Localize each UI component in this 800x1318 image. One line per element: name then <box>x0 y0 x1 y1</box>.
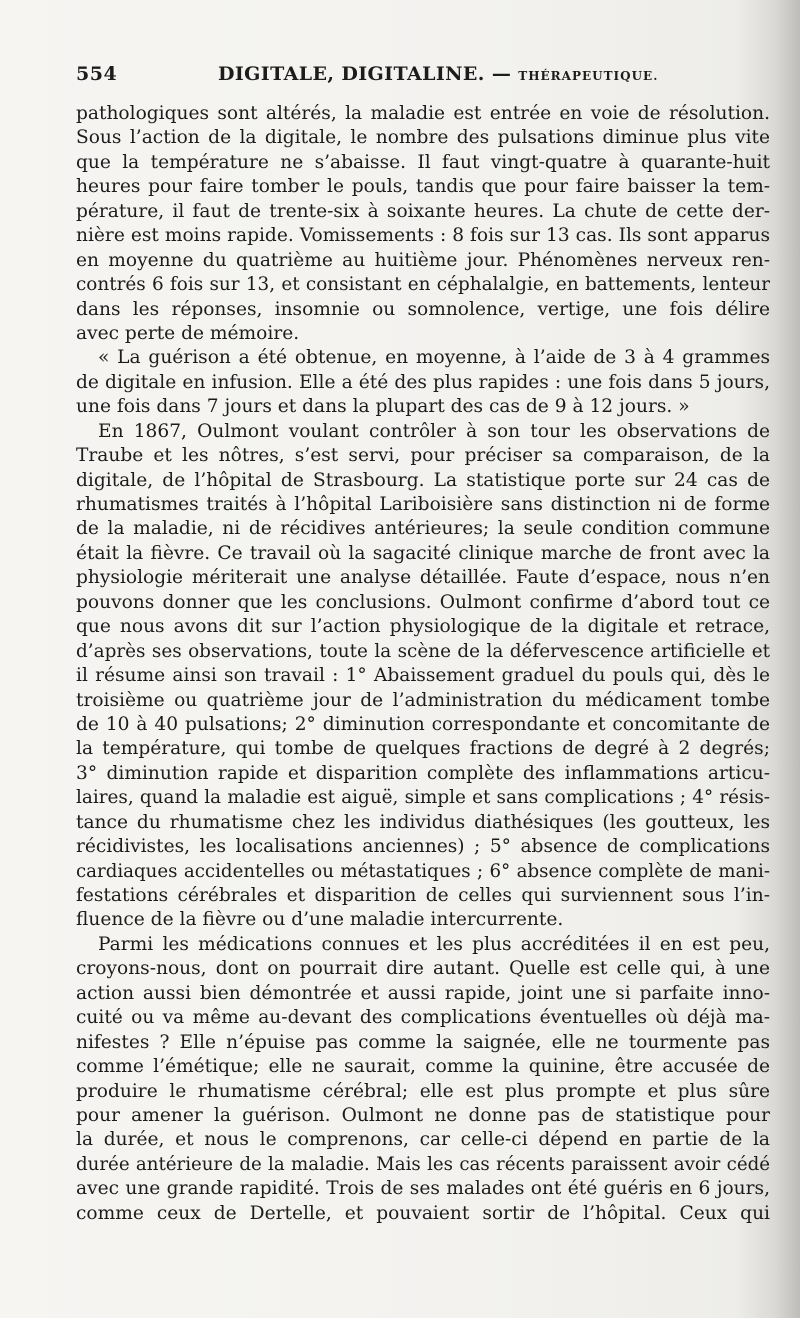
text-line: comme ceux de Dertelle, et pouvaient sortir de l’hôpital. Ceux qui <box>76 1202 770 1224</box>
text-line: la durée, et nous le comprenons, car celle-ci dépend en partie de la <box>76 1129 770 1151</box>
text-line: nifestes ? Elle n’épuise pas comme la saignée, elle ne tourmente pas <box>76 1031 770 1053</box>
text-line: en moyenne du quatrième au huitième jour. Phénomènes nerveux ren- <box>76 249 770 271</box>
running-head-title: DIGITALE, DIGITALINE. — <box>218 63 512 85</box>
text-line: récidivistes, les localisations anciennes) ; 5° absence de complications <box>76 836 770 858</box>
text-line: pathologiques sont altérés, la maladie est entrée en voie de résolution. <box>76 103 770 124</box>
text-line: avec une grande rapidité. Trois de ses malades ont été guéris en 6 jours, <box>76 1178 770 1200</box>
text-line: une fois dans 7 jours et dans la plupart des cas de 9 à 12 jours. » <box>76 396 690 418</box>
text-line: que nous avons dit sur l’action physiologique de la digitale et retrace, <box>76 616 770 638</box>
text-line: avec perte de mémoire. <box>76 322 300 344</box>
text-line: action aussi bien démontrée et aussi rapide, joint une si parfaite inno- <box>76 982 770 1004</box>
text-line: physiologie mériterait une analyse détaillée. Faute d’espace, nous n’en <box>76 567 770 589</box>
text-line: nière est moins rapide. Vomissements : 8 fois sur 13 cas. Ils sont apparus <box>76 225 770 247</box>
text-line: cardiaques accidentelles ou métastatiques ; 6° absence complète de mani- <box>76 860 770 882</box>
text-line: 3° diminution rapide et disparition complète des inflammations articu- <box>76 762 770 784</box>
text-line: la température, qui tombe de quelques fractions de degré à 2 degrés; <box>76 738 770 760</box>
text-line: pouvons donner que les conclusions. Oulmont confirme d’abord tout ce <box>76 591 770 613</box>
text-line: Traube et les nôtres, s’est servi, pour préciser sa comparaison, de la <box>76 445 770 467</box>
text-line: que la température ne s’abaisse. Il faut vingt-quatre à quarante-huit <box>76 151 770 173</box>
text-line: de 10 à 40 pulsations; 2° diminution correspondante et concomitante de <box>76 713 770 735</box>
text-line: tance du rhumatisme chez les individus diathésiques (les goutteux, les <box>76 811 770 833</box>
text-line: « La guérison a été obtenue, en moyenne, à l’aide de 3 à 4 grammes <box>98 347 770 369</box>
text-line: En 1867, Oulmont voulant contrôler à son tour les observations de <box>98 420 770 442</box>
running-head <box>218 63 658 85</box>
text-line: fluence de la fièvre ou d’une maladie intercurrente. <box>76 909 564 931</box>
text-line: comme l’émétique; elle ne saurait, comme la quinine, être accusée de <box>76 1056 770 1078</box>
running-head-subtitle: THÉRAPEUTIQUE. <box>518 69 659 83</box>
text-line: Sous l’action de la digitale, le nombre des pulsations diminue plus vite <box>76 127 770 149</box>
page-header <box>76 63 770 89</box>
text-line: produire le rhumatisme cérébral; elle est plus prompte et plus sûre <box>76 1080 770 1102</box>
text-line: croyons-nous, dont on pourrait dire autant. Quelle est celle qui, à une <box>76 958 770 980</box>
text-line: heures pour faire tomber le pouls, tandis que pour faire baisser la tem- <box>76 176 770 198</box>
text-line: festations cérébrales et disparition de celles qui surviennent sous l’in- <box>76 885 770 906</box>
text-line: pour amener la guérison. Oulmont ne donne pas de statistique pour <box>76 1104 770 1126</box>
text-line: rhumatismes traités à l’hôpital Lariboisière sans distinction ni de forme <box>76 494 770 515</box>
body-text <box>76 102 770 1226</box>
text-line: troisième ou quatrième jour de l’administration du médicament tombe <box>76 689 770 711</box>
page-number: 554 <box>76 63 118 85</box>
text-line: d’après ses observations, toute la scène de la défervescence artificielle et <box>76 640 770 662</box>
text-line: de digitale en infusion. Elle a été des plus rapides : une fois dans 5 jours, <box>76 371 770 393</box>
text-line: digitale, de l’hôpital de Strasbourg. La statistique porte sur 24 cas de <box>76 469 770 491</box>
text-line: contrés 6 fois sur 13, et consistant en céphalalgie, en battements, lenteur <box>76 274 770 296</box>
text-line: cuité ou va même au-devant des complications éventuelles où déjà ma- <box>76 1007 770 1029</box>
text-line: était la fièvre. Ce travail où la sagacité clinique marche de front avec la <box>76 542 770 564</box>
text-line: durée antérieure de la maladie. Mais les cas récents paraissent avoir cédé <box>76 1153 770 1175</box>
text-line: laires, quand la maladie est aiguë, simple et sans complications ; 4° résis- <box>76 787 770 809</box>
text-line: dans les réponses, insomnie ou somnolence, vertige, une fois délire <box>76 298 770 320</box>
text-line: de la maladie, ni de récidives antérieures; la seule condition commune <box>76 518 770 540</box>
text-line: pérature, il faut de trente-six à soixante heures. La chute de cette der- <box>76 200 770 222</box>
text-line: Parmi les médications connues et les plus accréditées il en est peu, <box>98 933 770 955</box>
text-line: il résume ainsi son travail : 1° Abaissement graduel du pouls qui, dès le <box>76 665 770 687</box>
